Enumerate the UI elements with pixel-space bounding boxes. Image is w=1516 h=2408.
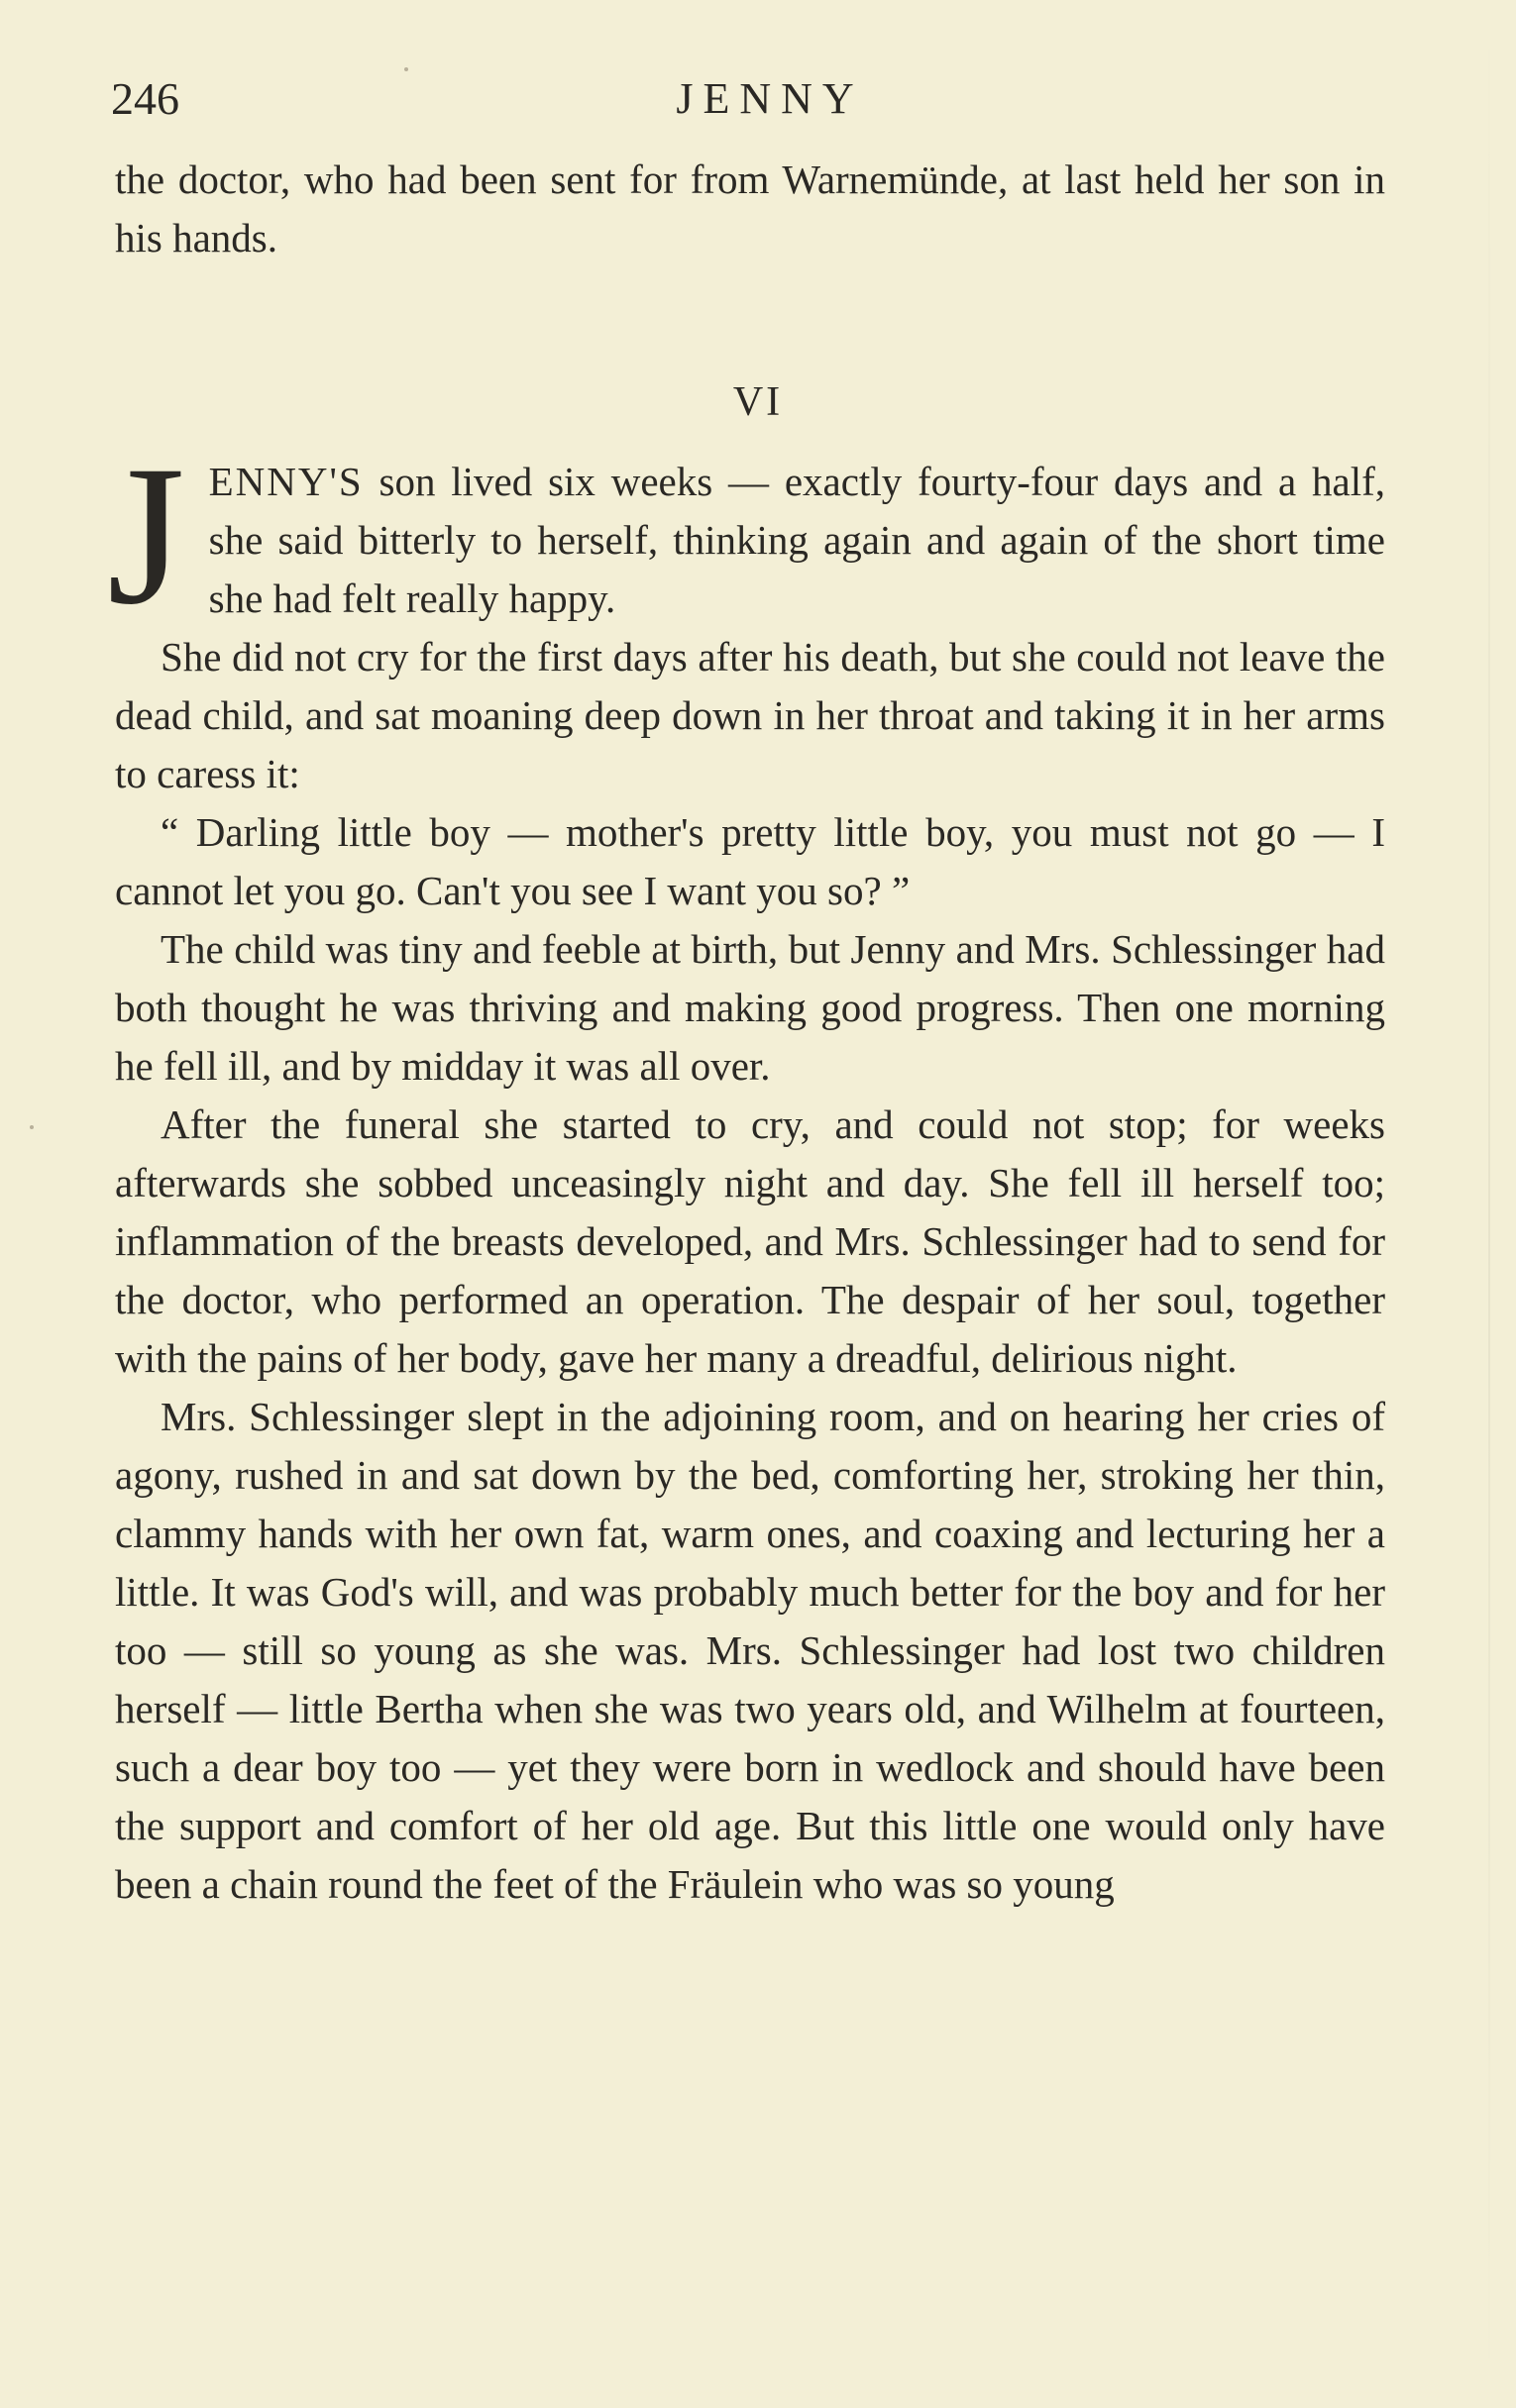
paper-speck (404, 67, 408, 71)
page-fold-shadow (1488, 0, 1490, 2408)
paragraph: The child was tiny and feeble at birth, but Jenny and Mrs. Schlessinger had both thought he was thriving and making good progress. Then one morning he fell ill, and by midday it was all over. (115, 926, 1385, 1089)
chapter-text-block (107, 424, 1385, 1914)
chapter-number: VI (732, 379, 784, 425)
opening-text-block (115, 151, 1385, 267)
first-paragraph-text: son lived six weeks — exactly fourty-four days and a half, she said bitterly to herself, thinking again and again of the short time she had felt really happy. (208, 459, 1385, 621)
page-number: 246 (111, 73, 179, 124)
running-title: JENNY (676, 74, 864, 123)
opening-paragraph: the doctor, who had been sent for from Warnemünde, at last held her son in his hands. (115, 157, 1385, 261)
running-head (111, 69, 1389, 129)
paragraph: Mrs. Schlessinger slept in the adjoining room, and on hearing her cries of agony, rushed in and sat down by the bed, comforting her, stroking her thin, clammy hands with her own fat, warm ones, and coaxing and lecturing her a little. It was God's will, and was probably much better for the boy and for her too — still so young as she was. Mrs. Schlessinger had lost two children herself — little Bertha when she was two years old, and Wilhelm at fourteen, such a dear boy too — yet they were born in wedlock and should have been the support and comfort of her old age. But this little one would only have been a chain round the feet of the Fräulein who was so young (115, 1394, 1385, 1907)
paragraph: “ Darling little boy — mother's pretty little boy, you must not go — I cannot let you go. Can't you see I want you so? ” (115, 809, 1385, 913)
chapter-first-paragraph (107, 424, 1385, 646)
drop-cap: J (107, 424, 185, 646)
paragraph: She did not cry for the first days after his death, but she could not leave the dead child, and sat moaning deep down in her throat and taking it in her arms to caress it: (115, 634, 1385, 796)
paragraph: After the funeral she started to cry, and could not stop; for weeks afterwards she sobbed unceasingly night and day. She fell ill herself too; inflammation of the breasts developed, and Mrs. Schlessinger had to send for the doctor, who performed an operation. The despair of her soul, together with the pains of her body, gave her many a dreadful, delirious night. (115, 1101, 1385, 1381)
first-word-caps: ENNY'S (208, 459, 364, 504)
paper-speck (30, 1125, 34, 1129)
